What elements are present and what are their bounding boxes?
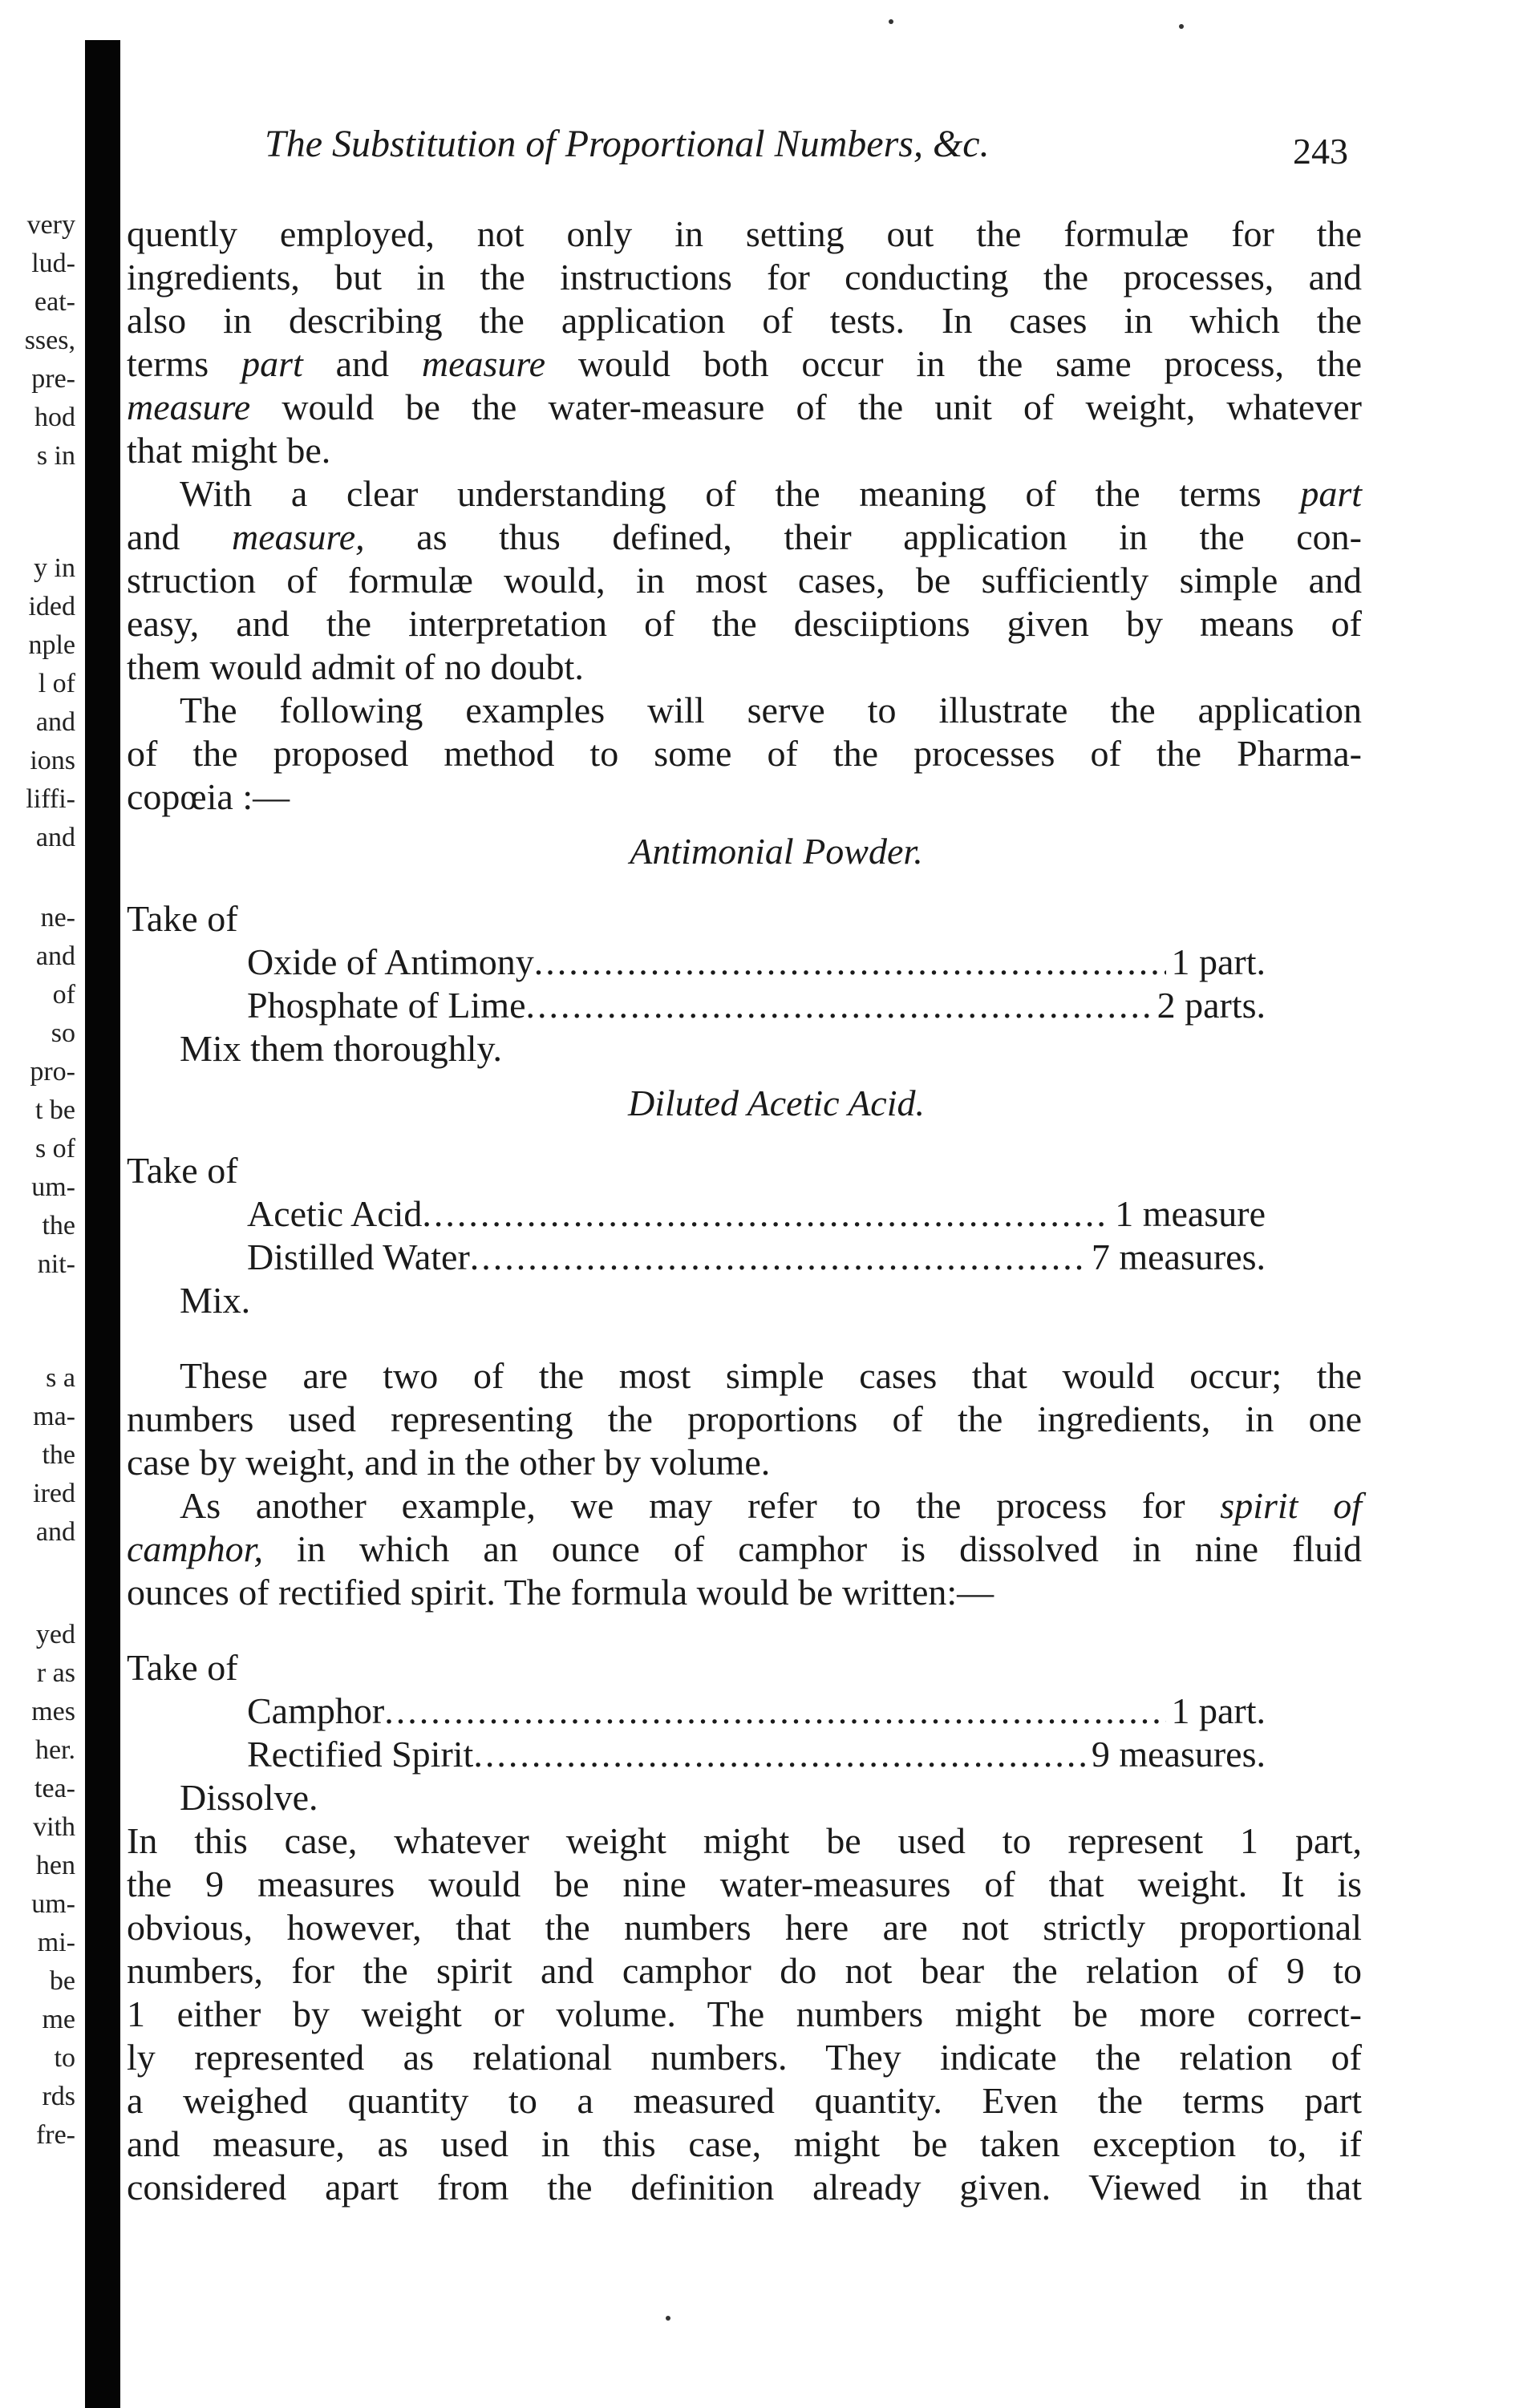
margin-fragment: me xyxy=(42,2005,75,2034)
margin-fragment: nple xyxy=(28,630,75,660)
text-line: of the proposed method to some of the processes of the Pharma- xyxy=(127,733,1362,774)
ingredient-row: Phosphate of Lime ..... 2 parts. xyxy=(127,984,1362,1027)
margin-fragment: and xyxy=(35,941,75,971)
margin-fragment: r as xyxy=(36,1658,75,1688)
margin-fragment: hod xyxy=(34,403,75,432)
text-line: ly represented as relational numbers. They indicate the relation of xyxy=(127,2037,1362,2078)
margin-fragment: s a xyxy=(46,1363,75,1393)
margin-fragment: rds xyxy=(42,2082,75,2111)
ingredient-row: Oxide of Antimony ..... 1 part. xyxy=(127,941,1362,984)
scan-speck xyxy=(666,2316,670,2321)
recipe-spirit-of-camphor xyxy=(127,1646,1362,1819)
text-line: copœia :— xyxy=(127,776,290,817)
running-head: The Substitution of Proportional Numbers, &c. xyxy=(265,123,990,165)
facing-page-margin xyxy=(0,0,80,2408)
margin-fragment: um- xyxy=(31,1889,75,1919)
margin-fragment: to xyxy=(54,2043,75,2073)
page-number: 243 xyxy=(1293,131,1348,172)
recipe-take-of: Take of xyxy=(127,1647,238,1688)
scan-speck xyxy=(1179,24,1184,29)
text-line: and measure, as used in this case, might be taken exception to, if xyxy=(127,2123,1362,2164)
margin-fragment: ions xyxy=(30,746,75,775)
margin-fragment: ided xyxy=(28,592,75,621)
ingredient-row: Rectified Spirit ..... 9 measures. xyxy=(127,1733,1362,1776)
text-line: numbers, for the spirit and camphor do not bear the relation of 9 to xyxy=(127,1950,1362,1991)
margin-fragment: the xyxy=(42,1440,75,1470)
margin-fragment: s in xyxy=(36,441,75,471)
margin-fragment: mes xyxy=(31,1697,75,1726)
recipe-heading: Antimonial Powder. xyxy=(630,831,923,872)
recipe-take-of: Take of xyxy=(127,898,238,939)
text-line: considered apart from the definition already given. Viewed in that xyxy=(127,2167,1362,2208)
text-line: and measure, as thus defined, their application in the con- xyxy=(127,516,1362,557)
text-line: ingredients, but in the instructions for conducting the processes, and xyxy=(127,257,1362,297)
margin-fragment: vith xyxy=(33,1812,75,1842)
margin-fragment: pre- xyxy=(31,364,75,394)
margin-fragment: liffi- xyxy=(26,784,75,814)
text-line: the 9 measures would be nine water-measures of that weight. It is xyxy=(127,1864,1362,1904)
margin-fragment: nit- xyxy=(37,1249,75,1279)
text-line: camphor, in which an ounce of camphor is dissolved in nine fluid xyxy=(127,1528,1362,1569)
margin-fragment: sses, xyxy=(24,326,75,355)
recipe-direction: Mix them thoroughly. xyxy=(180,1028,503,1069)
margin-fragment: ma- xyxy=(33,1402,75,1431)
text-line: As another example, we may refer to the process for spirit of xyxy=(180,1485,1362,1526)
margin-fragment: lud- xyxy=(31,249,75,278)
margin-fragment: t be xyxy=(34,1095,75,1125)
margin-fragment: and xyxy=(35,1517,75,1547)
text-line: In this case, whatever weight might be used to represent 1 part, xyxy=(127,1820,1362,1861)
margin-fragment: fre- xyxy=(35,2120,75,2150)
text-line: ounces of rectified spirit. The formula would be written:— xyxy=(127,1572,994,1613)
margin-fragment: eat- xyxy=(34,287,75,317)
text-line: These are two of the most simple cases that would occur; the xyxy=(180,1355,1362,1396)
margin-fragment: and xyxy=(35,823,75,852)
ingredient-row: Distilled Water ..... 7 measures. xyxy=(127,1236,1362,1279)
binding-gutter-shadow xyxy=(85,40,120,2408)
scan-speck xyxy=(889,19,893,24)
margin-fragment: pro- xyxy=(30,1057,75,1087)
text-line: obvious, however, that the numbers here are not strictly proportional xyxy=(127,1907,1362,1948)
text-line: easy, and the interpretation of the desciiptions given by means of xyxy=(127,603,1362,644)
text-line: terms part and measure would both occur in the same process, the xyxy=(127,343,1362,384)
margin-fragment: so xyxy=(51,1018,75,1048)
recipe-diluted-acetic-acid xyxy=(127,1082,1362,1322)
recipe-direction: Mix. xyxy=(180,1280,251,1321)
margin-fragment: s of xyxy=(34,1134,75,1164)
text-line: a weighed quantity to a measured quantity. Even the terms part xyxy=(127,2080,1362,2121)
text-line: measure would be the water-measure of the unit of weight, whatever xyxy=(127,386,1362,427)
text-line: The following examples will serve to illustrate the application xyxy=(180,690,1362,730)
margin-fragment: her. xyxy=(34,1735,75,1765)
text-line: With a clear understanding of the meaning of the terms part xyxy=(180,473,1362,514)
recipe-take-of: Take of xyxy=(127,1150,238,1191)
margin-fragment: the xyxy=(42,1211,75,1240)
recipe-direction: Dissolve. xyxy=(180,1777,318,1818)
margin-fragment: mi- xyxy=(37,1928,75,1957)
text-line: them would admit of no doubt. xyxy=(127,646,584,687)
margin-fragment: tea- xyxy=(34,1774,75,1803)
text-line: also in describing the application of tests. In cases in which the xyxy=(127,300,1362,341)
ingredient-row: Camphor ..... 1 part. xyxy=(127,1690,1362,1733)
page-body xyxy=(127,212,1362,2209)
margin-fragment: um- xyxy=(31,1172,75,1202)
margin-fragment: ne- xyxy=(40,903,75,933)
margin-fragment: yed xyxy=(35,1620,75,1649)
margin-fragment: y in xyxy=(34,553,75,583)
margin-fragment: l of xyxy=(38,669,75,698)
margin-fragment: very xyxy=(26,210,75,240)
text-line: quently employed, not only in setting out the formulæ for the xyxy=(127,213,1362,254)
margin-fragment: and xyxy=(35,707,75,737)
text-line: 1 either by weight or volume. The numbers might be more correct- xyxy=(127,1993,1362,2034)
margin-fragment: ired xyxy=(33,1479,75,1508)
recipe-heading: Diluted Acetic Acid. xyxy=(627,1083,926,1123)
text-line: case by weight, and in the other by volume. xyxy=(127,1442,771,1483)
margin-fragment: be xyxy=(49,1966,75,1996)
margin-fragment: hen xyxy=(35,1851,75,1880)
ingredient-row: Acetic Acid ..... 1 measure xyxy=(127,1192,1362,1236)
text-line: numbers used representing the proportions of the ingredients, in one xyxy=(127,1398,1362,1439)
recipe-antimonial-powder xyxy=(127,830,1362,1070)
margin-fragment: of xyxy=(52,980,75,1010)
text-line: that might be. xyxy=(127,430,331,471)
text-line: struction of formulæ would, in most cases, be sufficiently simple and xyxy=(127,560,1362,601)
